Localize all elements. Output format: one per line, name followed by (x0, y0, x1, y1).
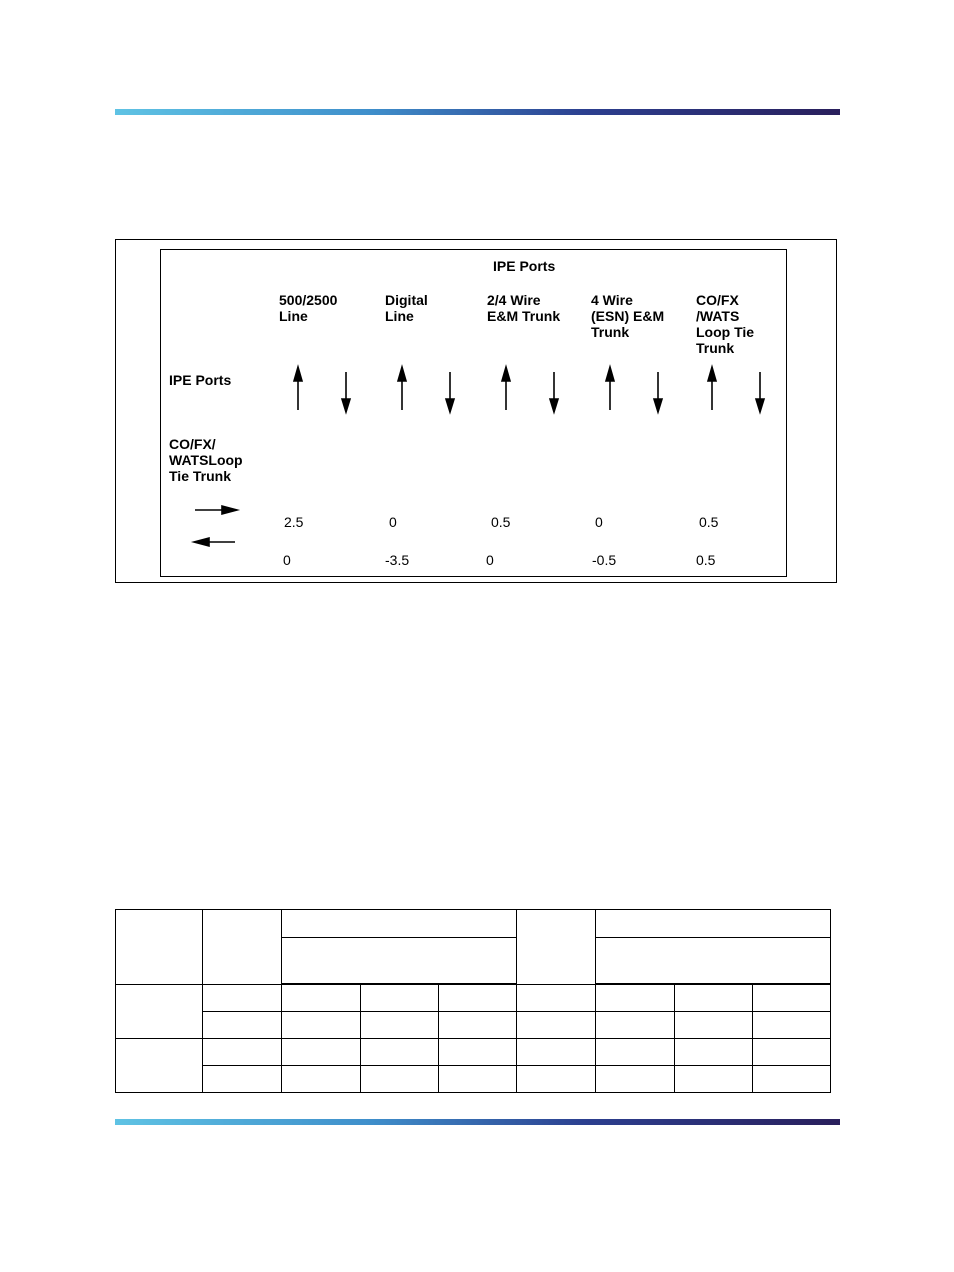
table-cell (360, 985, 438, 1012)
table-cell (360, 1012, 438, 1039)
table-cell (438, 1012, 517, 1039)
table-cell (282, 910, 517, 938)
table-cell (674, 1012, 752, 1039)
figure-title: IPE Ports (493, 258, 556, 274)
table-cell (517, 1039, 596, 1066)
table-cell (517, 1066, 596, 1093)
table-cell (596, 910, 831, 938)
table-cell (360, 1039, 438, 1066)
bottom-footer-rule (115, 1119, 840, 1125)
table-cell (282, 985, 361, 1012)
out-value-4: 0 (595, 514, 603, 530)
out-value-5: 0.5 (699, 514, 719, 530)
table-cell (116, 910, 203, 985)
figure-panel (160, 249, 787, 577)
table-cell (674, 985, 752, 1012)
in-value-4: -0.5 (592, 552, 617, 568)
table-cell (752, 1039, 830, 1066)
in-value-3: 0 (486, 552, 494, 568)
table-cell (282, 938, 517, 984)
table-cell (517, 910, 596, 985)
table-cell (596, 1039, 675, 1066)
column-header-2: Digital Line (385, 292, 428, 324)
in-value-2: -3.5 (385, 552, 410, 568)
table-cell (282, 1039, 361, 1066)
column-header-1: 500/2500 Line (279, 292, 338, 324)
table-cell (203, 910, 282, 985)
table-cell (360, 1066, 438, 1093)
table-cell (116, 1039, 203, 1093)
column-header-3: 2/4 Wire E&M Trunk (487, 292, 561, 324)
table-cell (596, 1066, 675, 1093)
trunk-row-label: CO/FX/ WATSLoop Tie Trunk (169, 436, 243, 484)
in-value-5: 0.5 (696, 552, 716, 568)
table-cell (674, 1066, 752, 1093)
column-header-5: CO/FX /WATS Loop Tie Trunk (696, 292, 755, 356)
out-value-3: 0.5 (491, 514, 511, 530)
table-cell (752, 1012, 830, 1039)
out-value-2: 0 (389, 514, 397, 530)
table-cell (752, 985, 830, 1012)
out-value-1: 2.5 (284, 514, 304, 530)
table-cell (596, 938, 831, 984)
table-cell (438, 985, 517, 1012)
table-cell (752, 1066, 830, 1093)
ipe-ports-row-label: IPE Ports (169, 372, 232, 388)
in-value-1: 0 (283, 552, 291, 568)
table-cell (282, 1066, 361, 1093)
empty-data-table (115, 909, 831, 1093)
table-cell (517, 985, 596, 1012)
table-cell (674, 1039, 752, 1066)
table-cell (203, 1039, 282, 1066)
table-cell (116, 985, 203, 1039)
table-cell (596, 1012, 675, 1039)
table-cell (203, 985, 282, 1012)
top-header-rule (115, 109, 840, 115)
table-cell (282, 1012, 361, 1039)
table-cell (203, 1012, 282, 1039)
table-cell (517, 1012, 596, 1039)
table-cell (438, 1039, 517, 1066)
table-cell (203, 1066, 282, 1093)
column-header-4: 4 Wire (ESN) E&M Trunk (591, 292, 665, 340)
table-cell (438, 1066, 517, 1093)
table-cell (596, 985, 675, 1012)
